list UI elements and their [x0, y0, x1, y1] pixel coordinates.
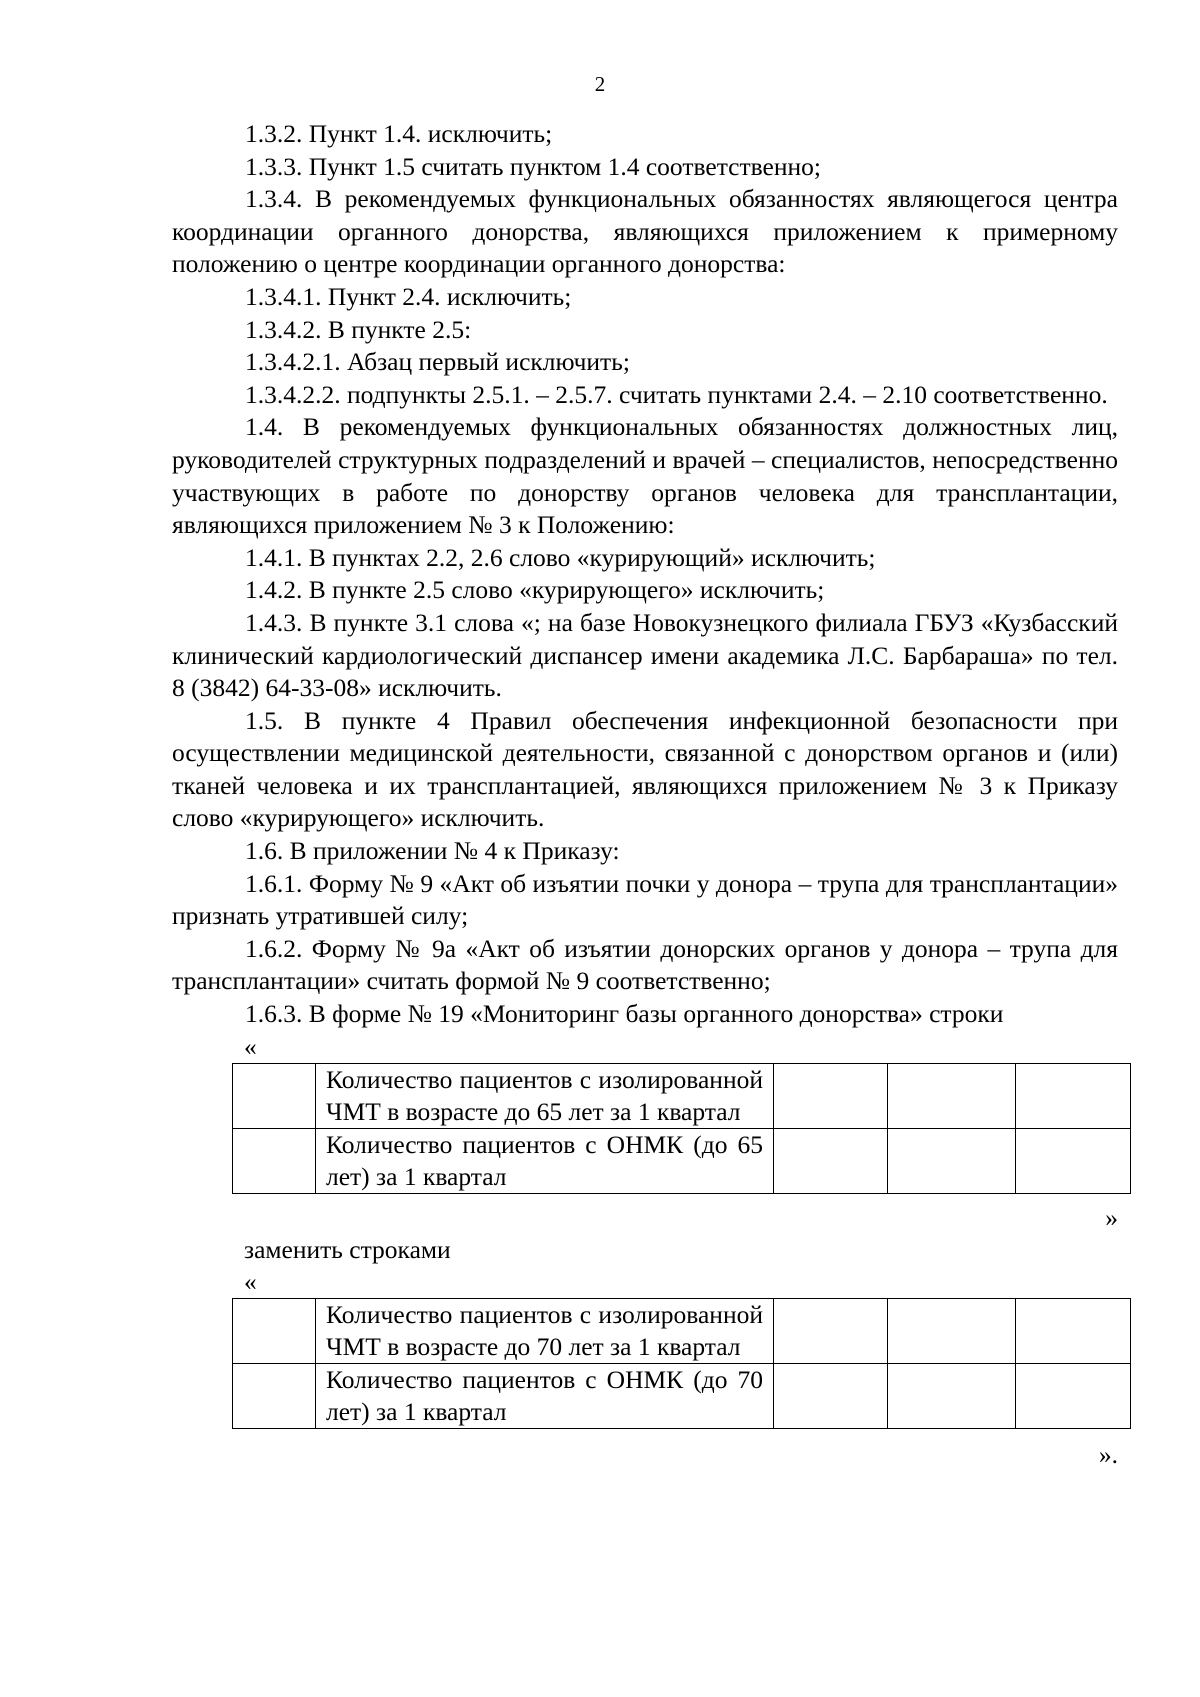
paragraph-1-5: 1.5. В пункте 4 Правил обеспечения инфекционной безопасности при осуществлении медицинской деятельности, связанной с донорством органов и (или) тканей человека и их трансплантацией, являющихся приложением № 3 к Приказу слово «курирующего» исключить.	[172, 705, 1118, 833]
table-row	[233, 1363, 1131, 1428]
table-cell-description: Количество пациентов с изолированной ЧМТ в возрасте до 70 лет за 1 квартал	[316, 1298, 774, 1363]
table-cell	[888, 1363, 1016, 1428]
paragraph-1-3-4-1: 1.3.4.1. Пункт 2.4. исключить;	[245, 281, 572, 311]
document-body	[172, 118, 1118, 1471]
table-cell	[1016, 1363, 1131, 1428]
table-cell	[233, 1063, 316, 1128]
quote-open-old: «	[244, 1031, 257, 1061]
paragraph-1-3-4-2-1: 1.3.4.2.1. Абзац первый исключить;	[245, 347, 630, 377]
table-cell	[774, 1063, 888, 1128]
paragraph-1-3-4-2-2: 1.3.4.2.2. подпункты 2.5.1. – 2.5.7. считать пунктами 2.4. – 2.10 соответственно.	[245, 379, 1108, 409]
quote-close-new: ».	[1098, 1439, 1118, 1469]
paragraph-1-3-4: 1.3.4. В рекомендуемых функциональных обязанностях являющегося центра координации органного донорства, являющихся приложением к примерному положению о центре координации органного донорства:	[172, 184, 1118, 279]
table-row	[233, 1128, 1131, 1193]
table-cell	[1016, 1063, 1131, 1128]
table-cell	[774, 1298, 888, 1363]
table-row	[233, 1063, 1131, 1128]
page-number: 2	[594, 72, 606, 96]
table-cell-description: Количество пациентов с ОНМК (до 65 лет) за 1 квартал	[316, 1128, 774, 1193]
table-cell	[774, 1128, 888, 1193]
table-new-rows	[232, 1298, 1131, 1429]
paragraph-1-6-2: 1.6.2. Форму № 9а «Акт об изъятии донорских органов у донора – трупа для трансплантации» считать формой № 9 соответственно;	[172, 933, 1118, 996]
paragraph-1-4-1: 1.4.1. В пунктах 2.2, 2.6 слово «курирующий» исключить;	[245, 542, 876, 572]
table-cell	[888, 1298, 1016, 1363]
paragraph-1-6: 1.6. В приложении № 4 к Приказу:	[245, 836, 620, 866]
paragraph-1-3-3: 1.3.3. Пункт 1.5 считать пунктом 1.4 соответственно;	[245, 151, 821, 181]
table-cell	[1016, 1128, 1131, 1193]
table-old-rows	[232, 1063, 1131, 1194]
table-cell-description: Количество пациентов с изолированной ЧМТ в возрасте до 65 лет за 1 квартал	[316, 1063, 774, 1128]
paragraph-1-6-1: 1.6.1. Форму № 9 «Акт об изъятии почки у донора – трупа для трансплантации» признать утратившей силу;	[172, 868, 1118, 931]
quote-open-new: «	[244, 1266, 257, 1296]
quote-close-old: »	[1105, 1202, 1118, 1232]
table-cell	[233, 1298, 316, 1363]
paragraph-1-6-3: 1.6.3. В форме № 19 «Мониторинг базы органного донорства» строки	[245, 999, 1004, 1029]
table-cell	[1016, 1298, 1131, 1363]
table-cell	[233, 1128, 316, 1193]
paragraph-1-4-2: 1.4.2. В пункте 2.5 слово «курирующего» исключить;	[245, 575, 825, 605]
table-cell-description: Количество пациентов с ОНМК (до 70 лет) за 1 квартал	[316, 1363, 774, 1428]
table-cell	[888, 1063, 1016, 1128]
table-cell	[888, 1128, 1016, 1193]
paragraph-1-4-3: 1.4.3. В пункте 3.1 слова «; на базе Новокузнецкого филиала ГБУЗ «Кузбасский клинический кардиологический диспансер имени академика Л.С. Барбараша» по тел. 8 (3842) 64-33-08» исключить.	[172, 607, 1118, 703]
table-cell	[774, 1363, 888, 1428]
paragraph-1-3-2: 1.3.2. Пункт 1.4. исключить;	[245, 119, 553, 148]
table-row	[233, 1298, 1131, 1363]
table-cell	[233, 1363, 316, 1428]
paragraph-1-4: 1.4. В рекомендуемых функциональных обязанностях должностных лиц, руководителей структурных подразделений и врачей – специалистов, непосредственно участвующих в работе по донорству органов человека для трансплантации, являющихся приложением № 3 к Положению:	[172, 412, 1118, 540]
replace-label: заменить строками	[244, 1234, 451, 1264]
paragraph-1-3-4-2: 1.3.4.2. В пункте 2.5:	[245, 314, 472, 344]
